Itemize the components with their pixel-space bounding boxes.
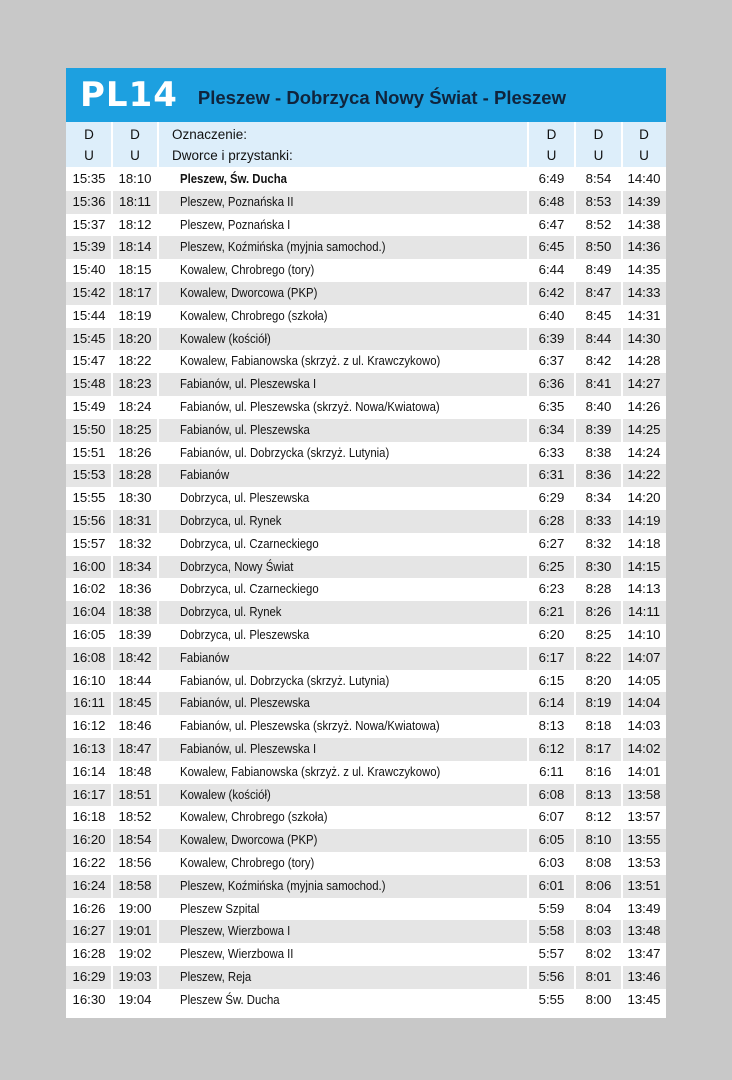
- return-time-3: 14:19: [627, 512, 661, 528]
- title-bar: [66, 68, 666, 122]
- departure-time-2: 18:46: [118, 718, 152, 734]
- return-time-2: 8:13: [585, 786, 612, 802]
- return-time-2: 8:20: [585, 672, 612, 688]
- return-time-1: 5:58: [538, 923, 565, 939]
- table-row: [66, 601, 666, 624]
- stop-name: Dobrzyca, ul. Pleszewska: [180, 626, 310, 642]
- return-time-3: 14:30: [627, 330, 661, 346]
- table-row: [66, 943, 666, 966]
- return-time-1: 6:34: [538, 421, 565, 437]
- stop-name: Fabianów, ul. Pleszewska I: [180, 740, 317, 756]
- line-code: PL14: [80, 75, 178, 115]
- table-row: [66, 647, 666, 670]
- departure-time-2: 19:00: [118, 900, 152, 916]
- table-row: [66, 328, 666, 351]
- departure-time-1: 16:12: [72, 718, 106, 734]
- header-col-4: [528, 122, 575, 167]
- return-time-3: 14:35: [627, 262, 661, 278]
- departure-time-1: 16:26: [72, 900, 106, 916]
- return-time-3: 14:24: [627, 444, 661, 460]
- return-time-2: 8:50: [585, 239, 612, 255]
- departure-time-2: 18:11: [118, 193, 152, 209]
- table-row: [66, 829, 666, 852]
- stop-name: Kowalew, Chrobrego (szkoła): [180, 307, 328, 323]
- header-col-1: [66, 122, 112, 167]
- table-row: [66, 989, 666, 1012]
- departure-time-2: 19:04: [118, 991, 152, 1007]
- stop-name: Pleszew Szpital: [180, 900, 260, 916]
- return-time-3: 14:36: [627, 239, 661, 255]
- stop-name: Dobrzyca, Nowy Świat: [180, 558, 294, 574]
- departure-time-1: 15:56: [72, 512, 106, 528]
- stop-name: Pleszew Św. Ducha: [180, 991, 280, 1007]
- stop-name: Pleszew, Reja: [180, 968, 252, 984]
- stop-name: Kowalew, Chrobrego (tory): [180, 854, 315, 870]
- departure-time-2: 18:52: [118, 809, 152, 825]
- departure-time-2: 18:47: [118, 740, 152, 756]
- return-time-1: 6:42: [538, 284, 565, 300]
- return-time-3: 14:39: [627, 193, 661, 209]
- departure-time-1: 15:51: [72, 444, 106, 460]
- departure-time-2: 18:23: [118, 376, 152, 392]
- return-time-2: 8:02: [585, 946, 612, 962]
- table-row: [66, 761, 666, 784]
- stop-name: Kowalew (kościół): [180, 786, 271, 802]
- header-col-2: [112, 122, 158, 167]
- departure-time-2: 19:01: [118, 923, 152, 939]
- return-time-2: 8:00: [585, 991, 612, 1007]
- return-time-3: 14:03: [627, 718, 661, 734]
- return-time-3: 14:13: [627, 581, 661, 597]
- header-col-6-top: D: [639, 126, 649, 142]
- route-name: Pleszew - Dobrzyca Nowy Świat - Pleszew: [197, 87, 566, 108]
- stop-name: Pleszew, Św. Ducha: [180, 171, 287, 186]
- return-time-2: 8:52: [585, 216, 612, 232]
- stop-name: Dobrzyca, ul. Czarneckiego: [180, 581, 319, 597]
- header-label-designation: Oznaczenie:: [172, 126, 248, 142]
- departure-time-1: 16:20: [72, 832, 106, 848]
- return-time-1: 6:47: [538, 216, 565, 232]
- return-time-1: 5:57: [538, 946, 565, 962]
- departure-time-2: 18:58: [118, 877, 152, 893]
- return-time-1: 6:07: [538, 809, 565, 825]
- return-time-3: 14:38: [627, 216, 661, 232]
- return-time-1: 6:14: [538, 695, 565, 711]
- return-time-1: 8:13: [538, 718, 565, 734]
- return-time-1: 6:44: [538, 262, 565, 278]
- stop-name: Pleszew, Wierzbowa II: [180, 946, 294, 962]
- table-row: [66, 670, 666, 693]
- return-time-2: 8:18: [585, 718, 612, 734]
- header-col-4-bottom: U: [546, 147, 557, 163]
- return-time-3: 13:49: [627, 900, 661, 916]
- departure-time-1: 15:44: [72, 307, 106, 323]
- departure-time-1: 16:05: [72, 626, 106, 642]
- departure-time-2: 18:51: [118, 786, 152, 802]
- return-time-3: 14:04: [627, 695, 661, 711]
- departure-time-2: 18:14: [118, 239, 152, 255]
- return-time-2: 8:28: [585, 581, 612, 597]
- return-time-1: 6:27: [538, 535, 565, 551]
- return-time-1: 6:20: [538, 626, 565, 642]
- return-time-3: 13:57: [627, 809, 661, 825]
- departure-time-1: 16:18: [72, 809, 106, 825]
- table-row: [66, 259, 666, 282]
- departure-time-2: 18:42: [118, 649, 152, 665]
- table-row: [66, 852, 666, 875]
- return-time-3: 13:53: [627, 854, 661, 870]
- departure-time-2: 19:03: [118, 968, 152, 984]
- return-time-1: 6:08: [538, 786, 565, 802]
- return-time-3: 13:45: [627, 991, 661, 1007]
- header-stops-label: [172, 122, 522, 167]
- stop-name: Pleszew, Poznańska II: [180, 193, 294, 209]
- stop-name: Dobrzyca, ul. Rynek: [180, 512, 282, 528]
- departure-time-1: 15:37: [72, 216, 106, 232]
- return-time-1: 6:01: [538, 877, 565, 893]
- return-time-2: 8:16: [585, 763, 612, 779]
- return-time-2: 8:01: [585, 968, 612, 984]
- departure-time-1: 16:29: [72, 968, 106, 984]
- return-time-3: 13:46: [627, 968, 661, 984]
- return-time-1: 5:59: [538, 900, 565, 916]
- return-time-2: 8:38: [585, 444, 612, 460]
- return-time-3: 14:05: [627, 672, 661, 688]
- departure-time-1: 16:14: [72, 763, 106, 779]
- departure-time-1: 15:45: [72, 330, 106, 346]
- departure-time-1: 15:57: [72, 535, 106, 551]
- stop-name: Kowalew, Chrobrego (szkoła): [180, 809, 328, 825]
- return-time-3: 14:07: [627, 649, 661, 665]
- table-row: [66, 966, 666, 989]
- departure-time-2: 18:39: [118, 626, 152, 642]
- return-time-1: 6:15: [538, 672, 565, 688]
- table-row: [66, 396, 666, 419]
- return-time-1: 6:49: [538, 171, 565, 186]
- table-row: [66, 578, 666, 601]
- return-time-3: 13:48: [627, 923, 661, 939]
- return-time-3: 14:20: [627, 490, 661, 506]
- departure-time-1: 16:30: [72, 991, 106, 1007]
- return-time-2: 8:30: [585, 558, 612, 574]
- return-time-1: 6:03: [538, 854, 565, 870]
- table-row: [66, 305, 666, 328]
- return-time-1: 6:28: [538, 512, 565, 528]
- return-time-2: 8:03: [585, 923, 612, 939]
- stop-name: Fabianów, ul. Pleszewska (skrzyż. Nowa/Kwiatowa): [180, 718, 440, 734]
- stop-name: Fabianów, ul. Pleszewska I: [180, 376, 317, 392]
- table-row: [66, 419, 666, 442]
- return-time-2: 8:45: [585, 307, 612, 323]
- stop-name: Pleszew, Koźmińska (myjnia samochod.): [180, 239, 386, 255]
- departure-time-1: 16:11: [72, 695, 106, 711]
- stop-name: Kowalew (kościół): [180, 330, 271, 346]
- return-time-1: 6:11: [539, 763, 564, 779]
- departure-time-1: 15:53: [72, 467, 106, 483]
- departure-time-1: 15:47: [72, 353, 106, 369]
- table-row: [66, 236, 666, 259]
- departure-time-1: 16:17: [72, 786, 106, 802]
- departure-time-1: 15:40: [72, 262, 106, 278]
- table-row: [66, 624, 666, 647]
- departure-time-1: 15:42: [72, 284, 106, 300]
- return-time-1: 6:45: [538, 239, 565, 255]
- timetable-rows: [66, 168, 666, 1011]
- departure-time-2: 18:38: [118, 604, 152, 620]
- return-time-1: 6:25: [538, 558, 565, 574]
- departure-time-1: 16:24: [72, 877, 106, 893]
- return-time-1: 5:56: [538, 968, 565, 984]
- stop-name: Fabianów, ul. Pleszewska: [180, 695, 310, 711]
- header-col-1-top: D: [84, 126, 94, 142]
- header-col-6-bottom: U: [639, 147, 649, 163]
- return-time-2: 8:04: [585, 900, 612, 916]
- departure-time-2: 18:17: [118, 284, 152, 300]
- return-time-1: 6:35: [538, 398, 565, 414]
- return-time-1: 6:23: [538, 581, 565, 597]
- return-time-3: 13:58: [627, 786, 661, 802]
- departure-time-2: 18:22: [118, 353, 152, 369]
- departure-time-2: 18:10: [118, 171, 152, 186]
- table-row: [66, 464, 666, 487]
- departure-time-1: 15:36: [72, 193, 106, 209]
- departure-time-1: 15:50: [72, 421, 106, 437]
- column-divider: [527, 122, 529, 1018]
- departure-time-2: 18:28: [118, 467, 152, 483]
- table-row: [66, 715, 666, 738]
- return-time-2: 8:34: [585, 490, 612, 506]
- departure-time-2: 18:34: [118, 558, 152, 574]
- return-time-3: 14:10: [627, 626, 661, 642]
- header-col-5-top: D: [593, 126, 604, 142]
- return-time-3: 14:15: [627, 558, 661, 574]
- return-time-3: 14:40: [627, 171, 661, 186]
- header-col-4-top: D: [546, 126, 557, 142]
- return-time-2: 8:25: [585, 626, 612, 642]
- departure-time-2: 18:26: [118, 444, 152, 460]
- return-time-2: 8:06: [585, 877, 612, 893]
- column-divider: [157, 122, 159, 1018]
- table-row: [66, 487, 666, 510]
- departure-time-1: 16:22: [72, 854, 106, 870]
- departure-time-2: 18:54: [118, 832, 152, 848]
- return-time-2: 8:08: [585, 854, 612, 870]
- return-time-2: 8:54: [585, 171, 612, 186]
- return-time-2: 8:44: [585, 330, 612, 346]
- stop-name: Dobrzyca, ul. Rynek: [180, 604, 282, 620]
- stop-name: Kowalew, Dworcowa (PKP): [180, 832, 318, 848]
- departure-time-2: 18:20: [118, 330, 152, 346]
- departure-time-1: 15:49: [72, 398, 106, 414]
- departure-time-2: 18:19: [118, 307, 152, 323]
- stop-name: Fabianów: [180, 649, 230, 665]
- return-time-3: 14:02: [627, 740, 661, 756]
- departure-time-1: 16:04: [72, 604, 106, 620]
- return-time-1: 5:55: [538, 991, 565, 1007]
- table-row: [66, 692, 666, 715]
- table-row: [66, 875, 666, 898]
- timetable-card: [66, 68, 666, 1018]
- table-row: [66, 373, 666, 396]
- header-col-5: [575, 122, 622, 167]
- departure-time-2: 18:44: [118, 672, 152, 688]
- return-time-2: 8:39: [585, 421, 612, 437]
- return-time-1: 6:17: [538, 649, 565, 665]
- stop-name: Kowalew, Fabianowska (skrzyż. z ul. Krawczykowo): [180, 763, 441, 779]
- departure-time-2: 18:32: [118, 535, 152, 551]
- table-row: [66, 442, 666, 465]
- departure-time-2: 18:48: [118, 763, 152, 779]
- return-time-2: 8:17: [585, 740, 612, 756]
- table-row: [66, 282, 666, 305]
- return-time-1: 6:48: [538, 193, 565, 209]
- return-time-3: 13:55: [627, 832, 661, 848]
- return-time-2: 8:32: [585, 535, 612, 551]
- return-time-1: 6:21: [538, 604, 565, 620]
- departure-time-1: 16:27: [72, 923, 106, 939]
- return-time-1: 6:37: [538, 353, 565, 369]
- column-divider: [621, 122, 623, 1018]
- table-row: [66, 350, 666, 373]
- stop-name: Kowalew, Dworcowa (PKP): [180, 284, 318, 300]
- departure-time-2: 19:02: [118, 946, 152, 962]
- stop-name: Dobrzyca, ul. Pleszewska: [180, 490, 310, 506]
- departure-time-2: 18:24: [118, 398, 152, 414]
- return-time-3: 13:51: [627, 877, 661, 893]
- departure-time-2: 18:31: [118, 512, 152, 528]
- table-header: [66, 122, 666, 167]
- header-col-6: [622, 122, 666, 167]
- departure-time-2: 18:56: [118, 854, 152, 870]
- return-time-3: 14:25: [627, 421, 661, 437]
- stop-name: Fabianów, ul. Pleszewska (skrzyż. Nowa/Kwiatowa): [180, 398, 440, 414]
- return-time-2: 8:19: [585, 695, 612, 711]
- return-time-3: 14:22: [627, 467, 661, 483]
- departure-time-2: 18:25: [118, 421, 152, 437]
- departure-time-1: 15:39: [72, 239, 106, 255]
- stop-name: Kowalew, Fabianowska (skrzyż. z ul. Krawczykowo): [180, 353, 441, 369]
- return-time-2: 8:26: [585, 604, 612, 620]
- return-time-2: 8:12: [585, 809, 612, 825]
- column-divider: [111, 122, 113, 1018]
- table-row: [66, 214, 666, 237]
- return-time-2: 8:47: [585, 284, 612, 300]
- return-time-2: 8:10: [585, 832, 612, 848]
- return-time-3: 14:33: [627, 284, 661, 300]
- header-col-2-top: D: [130, 126, 140, 142]
- return-time-3: 14:26: [627, 398, 661, 414]
- departure-time-1: 16:28: [72, 946, 106, 962]
- stop-name: Dobrzyca, ul. Czarneckiego: [180, 535, 319, 551]
- return-time-2: 8:22: [585, 649, 612, 665]
- stop-name: Kowalew, Chrobrego (tory): [180, 262, 315, 278]
- departure-time-1: 15:48: [72, 376, 106, 392]
- return-time-3: 14:01: [627, 763, 661, 779]
- departure-time-1: 16:13: [72, 740, 106, 756]
- table-row: [66, 784, 666, 807]
- stop-name: Fabianów: [180, 467, 230, 483]
- return-time-3: 14:27: [627, 376, 661, 392]
- column-divider: [574, 122, 576, 1018]
- departure-time-1: 16:02: [72, 581, 106, 597]
- departure-time-2: 18:36: [118, 581, 152, 597]
- return-time-2: 8:42: [585, 353, 612, 369]
- departure-time-1: 16:08: [72, 649, 106, 665]
- departure-time-2: 18:45: [118, 695, 152, 711]
- return-time-3: 14:31: [627, 307, 661, 323]
- table-row: [66, 510, 666, 533]
- return-time-2: 8:41: [585, 376, 612, 392]
- header-col-5-bottom: U: [593, 147, 604, 163]
- table-row: [66, 920, 666, 943]
- return-time-1: 6:40: [538, 307, 565, 323]
- return-time-1: 6:05: [538, 832, 565, 848]
- table-row: [66, 738, 666, 761]
- stop-name: Pleszew, Poznańska I: [180, 216, 291, 232]
- table-row: [66, 191, 666, 214]
- stop-name: Fabianów, ul. Dobrzycka (skrzyż. Lutynia): [180, 444, 390, 460]
- departure-time-1: 16:00: [72, 558, 106, 574]
- departure-time-2: 18:30: [118, 490, 152, 506]
- return-time-1: 6:33: [538, 444, 565, 460]
- return-time-1: 6:39: [538, 330, 565, 346]
- return-time-3: 14:28: [627, 353, 661, 369]
- header-label-stops: Dworce i przystanki:: [172, 147, 293, 163]
- table-row: [66, 898, 666, 921]
- table-row: [66, 556, 666, 579]
- table-row: [66, 806, 666, 829]
- return-time-3: 14:18: [627, 535, 661, 551]
- header-col-1-bottom: U: [84, 147, 94, 163]
- stop-name: Pleszew, Wierzbowa I: [180, 923, 291, 939]
- stop-name: Fabianów, ul. Pleszewska: [180, 421, 310, 437]
- return-time-2: 8:36: [585, 467, 612, 483]
- table-row: [66, 168, 666, 191]
- return-time-2: 8:53: [585, 193, 612, 209]
- return-time-2: 8:49: [585, 262, 612, 278]
- departure-time-2: 18:15: [118, 262, 152, 278]
- departure-time-1: 15:35: [72, 171, 106, 186]
- header-col-2-bottom: U: [130, 147, 140, 163]
- return-time-1: 6:31: [538, 467, 565, 483]
- departure-time-1: 16:10: [72, 672, 106, 688]
- table-row: [66, 533, 666, 556]
- stop-name: Fabianów, ul. Dobrzycka (skrzyż. Lutynia): [180, 672, 390, 688]
- return-time-3: 13:47: [627, 946, 661, 962]
- stop-name: Pleszew, Koźmińska (myjnia samochod.): [180, 877, 386, 893]
- departure-time-1: 15:55: [72, 490, 106, 506]
- return-time-2: 8:33: [585, 512, 612, 528]
- return-time-1: 6:29: [538, 490, 565, 506]
- return-time-2: 8:40: [585, 398, 612, 414]
- return-time-1: 6:12: [538, 740, 565, 756]
- return-time-3: 14:11: [627, 604, 661, 620]
- return-time-1: 6:36: [538, 376, 565, 392]
- departure-time-2: 18:12: [118, 216, 152, 232]
